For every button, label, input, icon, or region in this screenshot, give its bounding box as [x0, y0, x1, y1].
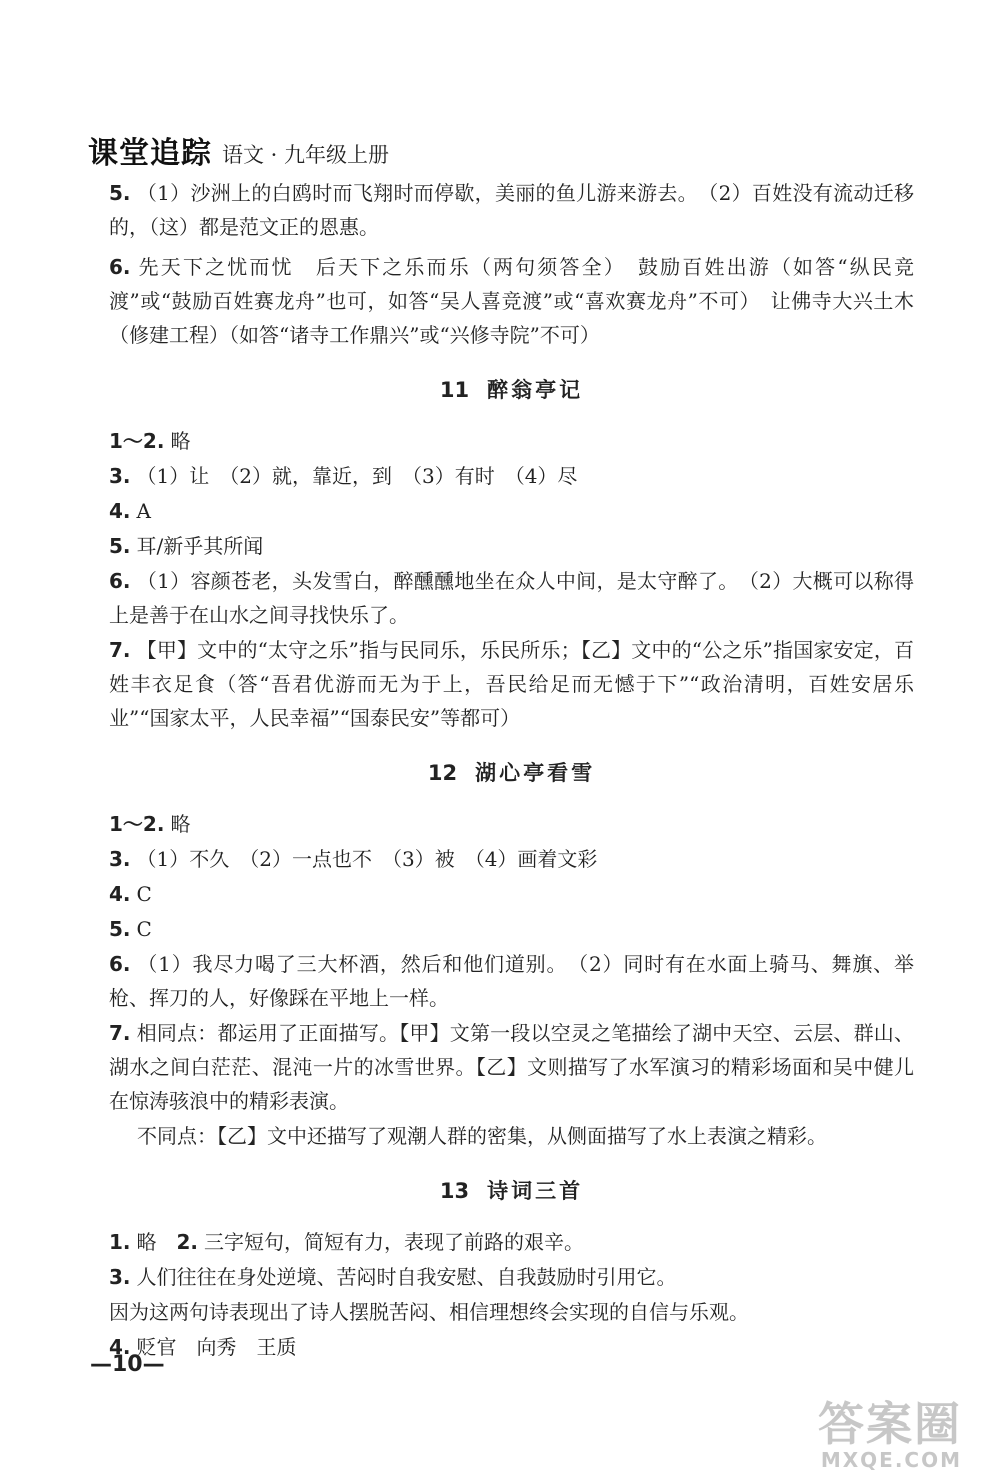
section-title-12: [109, 757, 914, 787]
item-text: （1）沙洲上的白鸥时而飞翔时而停歇，美丽的鱼儿游来游去。 （2）百姓没有流动迁移的，（这）都是范文正的恩惠。: [109, 181, 914, 239]
item-number: 5.: [109, 181, 131, 205]
item-number: 4.: [109, 499, 131, 523]
answer-item: [109, 912, 914, 946]
item-number: 3.: [109, 847, 131, 871]
item-text: C: [136, 917, 152, 941]
answer-item: [109, 807, 914, 841]
page-number: —10—: [90, 1352, 165, 1377]
answer-item: [109, 564, 914, 632]
watermark: [818, 1397, 962, 1472]
item-number: 3.: [109, 464, 131, 488]
answer-content: [109, 176, 914, 1364]
item-text: 略: [170, 812, 191, 836]
item-text: 略: [170, 429, 191, 453]
item-number: 4.: [109, 882, 131, 906]
answer-item: [109, 947, 914, 1015]
item-text: A: [136, 499, 151, 523]
section-name: 诗词三首: [487, 1179, 584, 1203]
watermark-url: MXQE.COM: [820, 1448, 962, 1472]
section-title-11: [109, 374, 914, 404]
item-number: 2.: [176, 1230, 199, 1254]
item-number: 6.: [109, 952, 131, 976]
answer-item: [109, 842, 914, 876]
answer-item: [109, 424, 914, 458]
answer-item: [109, 176, 914, 244]
answer-item: [109, 1225, 914, 1259]
item-number: 5.: [109, 917, 131, 941]
answer-item: [109, 1016, 914, 1118]
item-number: 6.: [109, 569, 131, 593]
answer-item: [109, 250, 914, 352]
answer-item: [109, 529, 914, 563]
answer-extra: 因为这两句诗表现出了诗人摆脱苦闷、相信理想终会实现的自信与乐观。: [109, 1300, 749, 1324]
item-text: （1）让 （2）就，靠近，到 （3）有时 （4）尽: [136, 464, 578, 488]
item-number: 1.: [109, 1230, 131, 1254]
section-name: 湖心亭看雪: [475, 761, 596, 785]
section-number: 11: [439, 378, 470, 402]
item-text: 贬官 向秀 王质: [136, 1335, 297, 1359]
item-number: 4.: [109, 1335, 131, 1359]
item-text: 先天下之忧而忧 后天下之乐而乐（两句须答全） 鼓励百姓出游（如答“纵民竞渡”或“鼓励百姓赛龙舟”也可，如答“吴人喜竞渡”或“喜欢赛龙舟”不可） 让佛寺大兴土木（修建工程）（如答“诸寺工作鼎兴”或“兴修寺院”不可）: [109, 255, 914, 347]
item-text: 三字短句，简短有力，表现了前路的艰辛。: [204, 1230, 585, 1254]
item-number: 7.: [109, 638, 131, 662]
item-text: （1）容颜苍老，头发雪白，醉醺醺地坐在众人中间，是太守醉了。 （2）大概可以称得上是善于在山水之间寻找快乐了。: [109, 569, 914, 627]
item-number: 3.: [109, 1265, 131, 1289]
item-number: 1～2.: [109, 812, 165, 836]
answer-extra: 不同点：【乙】文中还描写了观潮人群的密集，从侧面描写了水上表演之精彩。: [137, 1124, 827, 1148]
answer-item: [109, 877, 914, 911]
item-number: 6.: [109, 255, 131, 279]
item-text: 人们往往在身处逆境、苦闷时自我安慰、自我鼓励时引用它。: [136, 1265, 677, 1289]
item-number: 7.: [109, 1021, 131, 1045]
answer-item: [109, 494, 914, 528]
item-text: 相同点：都运用了正面描写。【甲】文第一段以空灵之笔描绘了湖中天空、云层、群山、湖水之间白茫茫、混沌一片的冰雪世界。【乙】文则描写了水军演习的精彩场面和吴中健儿在惊涛骇浪中的精彩表演。: [109, 1021, 914, 1113]
item-text: （1）不久 （2）一点也不 （3）被 （4）画着文彩: [136, 847, 598, 871]
answer-item: [109, 1260, 914, 1294]
answer-item: [109, 1330, 914, 1364]
answer-item: [109, 459, 914, 493]
item-text: 耳/新乎其所闻: [136, 534, 264, 558]
item-number: 1～2.: [109, 429, 165, 453]
section-name: 醉翁亭记: [487, 378, 584, 402]
page-header: [88, 128, 389, 172]
section-number: 13: [439, 1179, 470, 1203]
book-subject: 语文 · 九年级上册: [222, 143, 390, 167]
section-number: 12: [427, 761, 458, 785]
item-text: （1）我尽力喝了三大杯酒，然后和他们道别。 （2）同时有在水面上骑马、舞旗、举枪、挥刀的人，好像踩在平地上一样。: [109, 952, 914, 1010]
watermark-logo: 答案圈: [818, 1397, 962, 1451]
item-text: 略: [136, 1230, 157, 1254]
item-text: 【甲】文中的“太守之乐”指与民同乐，乐民所乐；【乙】文中的“公之乐”指国家安定，百姓丰衣足食（答“吾君优游而无为于上，吾民给足而无憾于下”“政治清明，百姓安居乐业”“国家太平，人民幸福”“国泰民安”等都可）: [109, 638, 914, 730]
item-text: C: [136, 882, 152, 906]
book-brand: 课堂追踪: [88, 136, 212, 171]
answer-item: [109, 633, 914, 735]
section-title-13: [109, 1175, 914, 1205]
item-number: 5.: [109, 534, 131, 558]
